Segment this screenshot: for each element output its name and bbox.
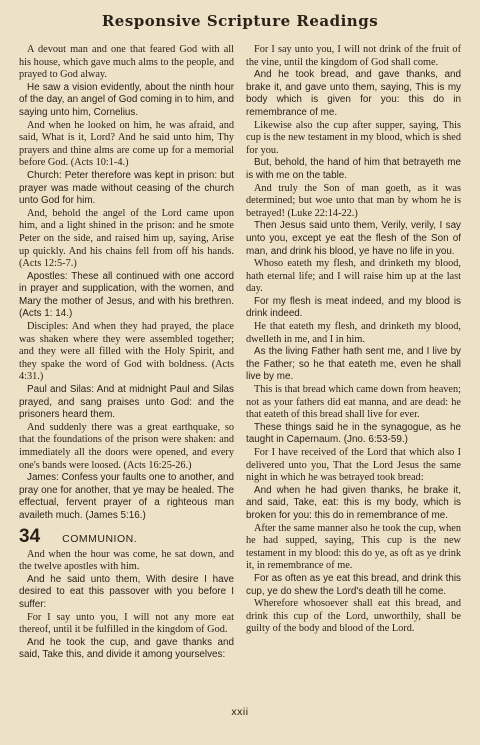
section-heading [19, 527, 234, 547]
response-verse: But, behold, the hand of him that betrayeth me is with me on the table. [246, 157, 461, 181]
response-verse: And he took bread, and gave thanks, and brake it, and gave unto them, saying, This is my body which is given for you: this do in remembrance of me. [246, 69, 461, 118]
response-verse: And he took the cup, and gave thanks and said, Take this, and divide it among yourselves: [19, 636, 234, 661]
leader-verse: He that eateth my flesh, and drinketh my blood, dwelleth in me, and I in him. [246, 321, 461, 345]
section-number: 34 [19, 525, 41, 547]
leader-verse: For I say unto you, I will not any more eat thereof, until it be fulfilled in the kingdom of God. [19, 611, 234, 636]
left-bottom-readings [19, 549, 234, 662]
response-verse: Then Jesus said unto them, Verily, verily, I say unto you, except ye eat the flesh of the Son of man, and drink his blood, ye have no life in you. [246, 220, 461, 257]
response-verse: Church: Peter therefore was kept in prison: but prayer was made without ceasing of the church unto God for him. [19, 169, 234, 207]
leader-verse: After the same manner also he took the cup, when he had supped, saying, This cup is the new testament in my blood: this do ye, as oft as ye drink it, in remembrance of me. [246, 522, 461, 572]
leader-verse: Likewise also the cup after supper, saying, This cup is the new testament in my blood, which is shed for you. [246, 119, 461, 156]
section-title: COMMUNION. [62, 532, 138, 545]
page-header: Responsive Scripture Readings [101, 12, 379, 30]
left-column [19, 44, 234, 694]
leader-verse: A devout man and one that feared God with all his house, which gave much alms to the people, and prayed to God alway. [19, 44, 234, 81]
leader-verse: And, behold the angel of the Lord came upon him, and a light shined in the prison: and he smote Peter on the side, and raised him up, saying, Arise up quickly. And his chains fell from off his hands. (Acts 12:5-7.) [19, 207, 234, 270]
leader-verse: And suddenly there was a great earthquake, so that the foundations of the prison were shaken: and immediately all the doors were opened, and every one's bands were loosed. (Acts 16:25-26.) [19, 421, 234, 471]
response-verse: And when he had given thanks, he brake it, and said, Take, eat: this is my body, which is broken for you: this do in remembrance of me. [246, 484, 461, 521]
leader-verse: For I say unto you, I will not drink of the fruit of the vine, until the kingdom of God shall come. [246, 44, 461, 68]
left-top-readings [19, 44, 234, 523]
leader-verse: Whoso eateth my flesh, and drinketh my blood, hath eternal life; and I will raise him up at the last day. [246, 258, 461, 295]
leader-verse: Wherefore whosoever shall eat this bread, and drink this cup of the Lord, unworthily, shall be guilty of the body and blood of the Lord. [246, 598, 461, 635]
leader-verse: And when he looked on him, he was afraid, and said, What is it, Lord? And he said unto him, Thy prayers and thine alms are come up for a memorial before God. (Acts 10:1-4.) [19, 119, 234, 169]
response-verse: Paul and Silas: And at midnight Paul and Silas prayed, and sang praises unto God: and the prisoners heard them. [19, 384, 234, 421]
response-verse: He saw a vision evidently, about the ninth hour of the day, an angel of God coming in to him, and saying unto him, Cornelius. [19, 81, 234, 118]
right-readings [246, 44, 461, 636]
leader-verse: This is that bread which came down from heaven; not as your fathers did eat manna, and are dead: he that eateth of this bread shall live for ever. [246, 384, 461, 421]
response-verse: For as often as ye eat this bread, and drink this cup, ye do shew the Lord's death till he come. [246, 572, 461, 597]
leader-verse: And truly the Son of man goeth, as it was determined; but woe unto that man by whom he is betrayed! (Luke 22:14-22.) [246, 182, 461, 219]
leader-verse: For I have received of the Lord that which also I delivered unto you, That the Lord Jesus the same night in which he was betrayed took bread: [246, 447, 461, 484]
leader-verse: Disciples: And when they had prayed, the place was shaken where they were assembled together; and they were all filled with the Holy Spirit, and they spake the word of God with boldness. (Acts 4:31.) [19, 321, 234, 383]
right-column [246, 44, 461, 694]
page-number: xxii [231, 706, 249, 718]
response-verse: For my flesh is meat indeed, and my blood is drink indeed. [246, 295, 461, 320]
response-verse: These things said he in the synagogue, as he taught in Capernaum. (Jno. 6:53-59.) [246, 421, 461, 446]
response-verse: James: Confess your faults one to another, and pray one for another, that ye may be healed. The effectual, fervent prayer of a righteous man availeth much. (James 5:16.) [19, 472, 234, 521]
leader-verse: And when the hour was come, he sat down, and the twelve apostles with him. [19, 548, 234, 573]
response-verse: Apostles: These all continued with one accord in prayer and supplication, with the women, and Mary the mother of Jesus, and with his brethren. (Acts 1: 14.) [19, 270, 234, 320]
response-verse: As the living Father hath sent me, and I live by the Father; so he that eateth me, even he shall live by me. [246, 346, 461, 383]
response-verse: And he said unto them, With desire I have desired to eat this passover with you before I suffer: [19, 573, 234, 610]
